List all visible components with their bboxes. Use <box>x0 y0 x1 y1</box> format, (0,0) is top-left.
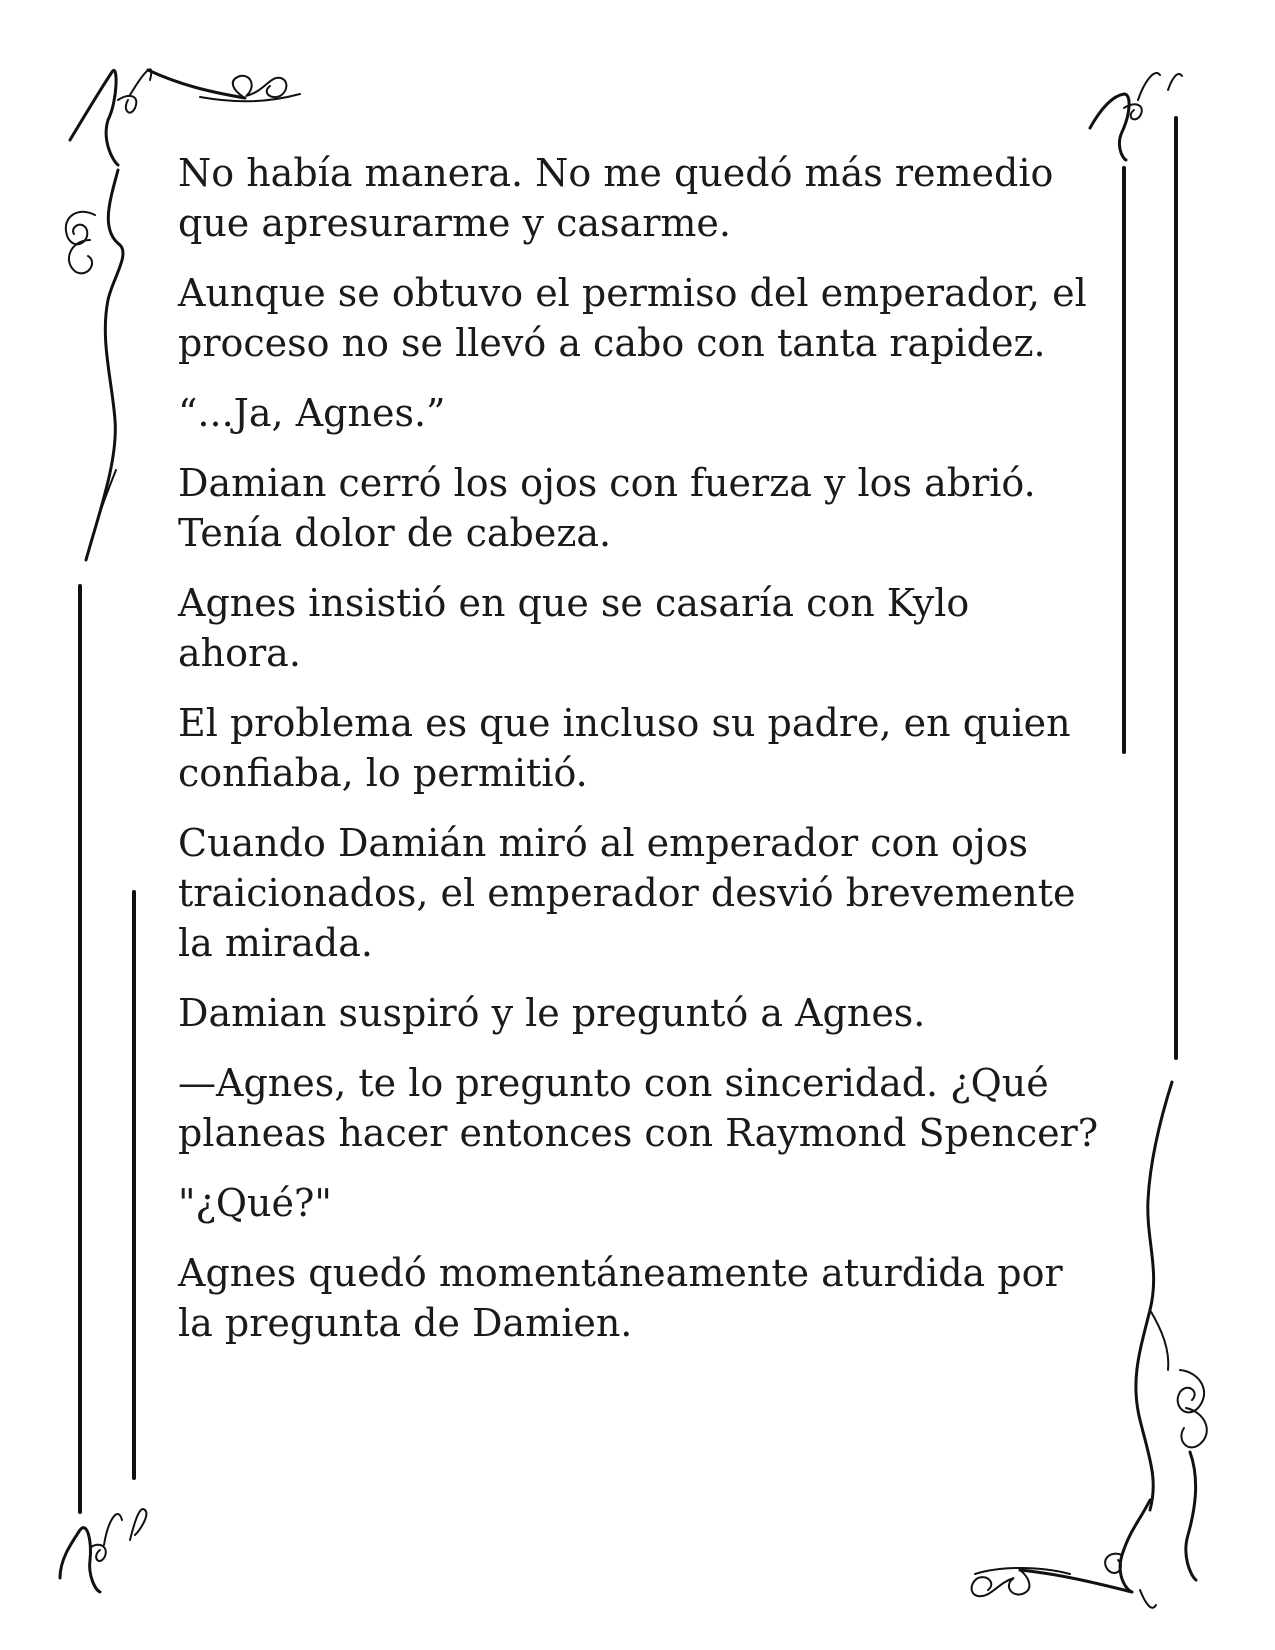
paragraph-line: la pregunta de Damien. <box>178 1301 633 1345</box>
paragraph <box>178 458 1098 558</box>
flourish-top-right <box>1090 73 1182 160</box>
paragraph-line: que apresurarme y casarme. <box>178 201 731 245</box>
paragraph-line: El problema es que incluso su padre, en quien <box>178 701 1071 745</box>
paragraph-line: Agnes quedó momentáneamente aturdida por <box>178 1251 1063 1295</box>
paragraph <box>178 268 1098 368</box>
paragraph-line: Aunque se obtuvo el permiso del emperador, el <box>178 271 1087 315</box>
paragraph <box>178 698 1098 798</box>
paragraph-line: No había manera. No me quedó más remedio <box>178 151 1054 195</box>
paragraph-line: “...Ja, Agnes.” <box>178 391 446 435</box>
paragraph-line: planeas hacer entonces con Raymond Spencer? <box>178 1111 1099 1155</box>
paragraph-line: Damian cerró los ojos con fuerza y los abrió. <box>178 461 1036 505</box>
paragraph <box>178 388 1098 438</box>
paragraph-line: —Agnes, te lo pregunto con sinceridad. ¿Qué <box>178 1061 1049 1105</box>
paragraph-line: la mirada. <box>178 921 373 965</box>
paragraph <box>178 1178 1098 1228</box>
paragraph-line: Tenía dolor de cabeza. <box>178 511 612 555</box>
paragraph <box>178 818 1098 968</box>
paragraph <box>178 1058 1098 1158</box>
paragraph-line: Agnes insistió en que se casaría con Kylo <box>178 581 970 625</box>
paragraph-line: confiaba, lo permitió. <box>178 751 588 795</box>
paragraph <box>178 988 1098 1038</box>
paragraph-line: ahora. <box>178 631 301 675</box>
paragraph <box>178 578 1098 678</box>
text-body <box>178 148 1098 1368</box>
paragraph <box>178 1248 1098 1348</box>
paragraph-line: Damian suspiró y le preguntó a Agnes. <box>178 991 926 1035</box>
paragraph-line: Cuando Damián miró al emperador con ojos <box>178 821 1029 865</box>
paragraph <box>178 148 1098 248</box>
flourish-bottom-left <box>60 1509 146 1592</box>
paragraph-line: traicionados, el emperador desvió brevemente <box>178 871 1076 915</box>
paragraph-line: proceso no se llevó a cabo con tanta rapidez. <box>178 321 1046 365</box>
paragraph-line: "¿Qué?" <box>178 1181 332 1225</box>
